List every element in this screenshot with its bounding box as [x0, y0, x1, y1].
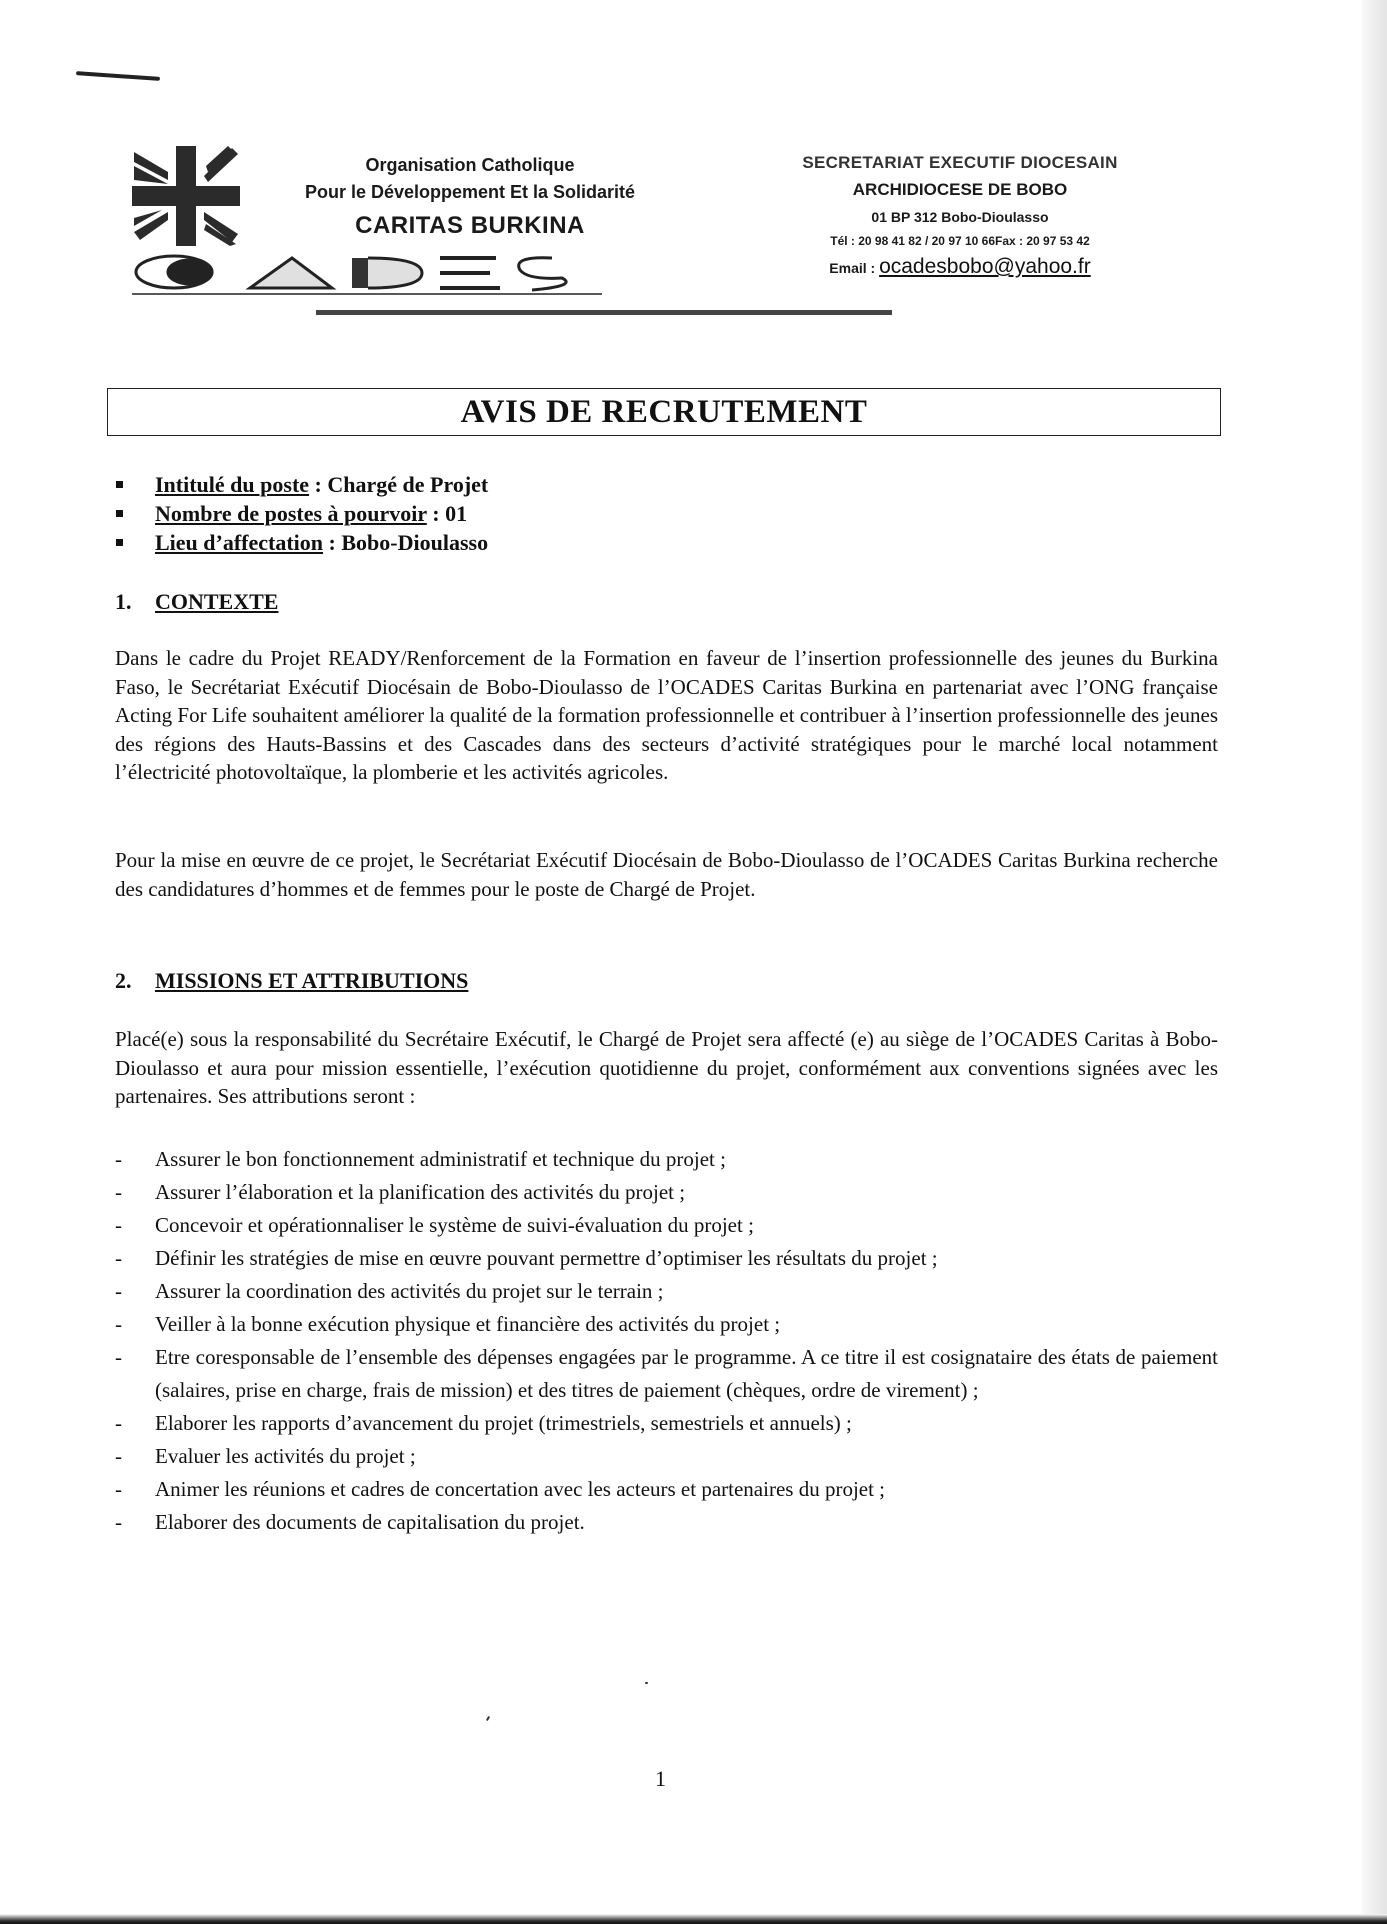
- email-row: [760, 252, 1160, 283]
- section-title: CONTEXTE: [155, 589, 279, 614]
- title-box: [107, 388, 1221, 436]
- job-value: : Bobo-Dioulasso: [323, 530, 489, 555]
- list-item: [115, 1440, 1218, 1473]
- job-summary-list: [115, 470, 488, 557]
- list-item: [115, 1275, 1218, 1308]
- job-label: Nombre de postes à pourvoir: [155, 501, 427, 526]
- dash-bullet: -: [115, 1477, 122, 1501]
- dash-bullet: -: [115, 1312, 122, 1336]
- square-bullet-icon: [116, 510, 123, 517]
- page-edge-shadow: [1361, 0, 1387, 1924]
- organisation-block: [255, 152, 685, 246]
- duty-text: Animer les réunions et cadres de concertation avec les acteurs et partenaires du projet ;: [155, 1477, 886, 1501]
- secretariat-title: SECRETARIAT EXECUTIF DIOCESAIN: [802, 153, 1118, 172]
- list-item: [115, 1473, 1218, 1506]
- list-item: [115, 1176, 1218, 1209]
- dash-bullet: -: [115, 1147, 122, 1171]
- secretariat-block: [760, 150, 1160, 283]
- section-heading-missions: [115, 967, 468, 995]
- list-item: [115, 1143, 1218, 1176]
- dash-bullet: -: [115, 1510, 122, 1534]
- email-link[interactable]: ocadesbobo@yahoo.fr: [879, 255, 1091, 278]
- ocades-wordmark: [132, 256, 602, 294]
- duty-text: Elaborer des documents de capitalisation du projet.: [155, 1510, 585, 1534]
- dash-bullet: -: [115, 1246, 122, 1270]
- list-item: [115, 1407, 1218, 1440]
- page-number: 1: [655, 1766, 666, 1791]
- archdiocese-name: ARCHIDIOCESE DE BOBO: [852, 180, 1068, 199]
- scan-speck: [486, 1716, 490, 1721]
- square-bullet-icon: [116, 539, 123, 546]
- org-name-caritas: CARITAS BURKINA: [355, 212, 585, 239]
- scan-speck: [645, 1682, 648, 1684]
- contexte-paragraph-1: Dans le cadre du Projet READY/Renforcement de la Formation en faveur de l’insertion professionnelle des jeunes du Burkina Faso, le Secrétariat Exécutif Diocésain de Bobo-Dioulasso de l’OCADES Caritas Burkina en partenariat avec l’ONG française Acting For Life souhaitent améliorer la qualité de la formation professionnelle et contribuer à l’insertion professionnelle des jeunes des régions des Hauts-Bassins et des Cascades dans des secteurs d’activité stratégiques pour le marché local notamment l’électricité photovoltaïque, la plomberie et les activités agricoles.: [115, 646, 1218, 784]
- section-heading-contexte: [115, 588, 278, 616]
- postal-address: 01 BP 312 Bobo-Dioulasso: [871, 209, 1049, 225]
- job-value: : 01: [426, 501, 468, 526]
- duty-text: Assurer le bon fonctionnement administratif et technique du projet ;: [155, 1147, 726, 1171]
- dash-bullet: -: [115, 1444, 122, 1468]
- section-number: 2.: [115, 968, 132, 993]
- scan-mark: [76, 71, 160, 81]
- list-item: [115, 528, 488, 557]
- dash-bullet: -: [115, 1279, 122, 1303]
- duty-text: Définir les stratégies de mise en œuvre pouvant permettre d’optimiser les résultats du projet ;: [155, 1246, 938, 1270]
- page-bottom-edge: [0, 1914, 1387, 1924]
- dash-bullet: -: [115, 1411, 122, 1435]
- email-label: Email :: [829, 260, 876, 276]
- duty-text: Assurer l’élaboration et la planification des activités du projet ;: [155, 1180, 686, 1204]
- org-name-line2: Pour le Développement Et la Solidarité: [304, 182, 636, 202]
- missions-paragraph: Placé(e) sous la responsabilité du Secrétaire Exécutif, le Chargé de Projet sera affecté (e) au siège de l’OCADES Caritas à Bobo-Dioulasso et aura pour mission essentielle, l’exécution quotidienne du projet, conformément aux conventions signées avec les partenaires. Ses attributions seront :: [115, 1027, 1218, 1108]
- list-item: [115, 1242, 1218, 1275]
- duties-list: [115, 1143, 1218, 1539]
- job-label: Intitulé du poste: [155, 472, 310, 497]
- duty-text: Concevoir et opérationnaliser le système de suivi-évaluation du projet ;: [155, 1213, 754, 1237]
- duty-text: Veiller à la bonne exécution physique et financière des activités du projet ;: [155, 1312, 781, 1336]
- section-number: 1.: [115, 589, 132, 614]
- contexte-paragraph-2: Pour la mise en œuvre de ce projet, le Secrétariat Exécutif Diocésain de Bobo-Dioulasso de l’OCADES Caritas Burkina recherche des candidatures d’hommes et de femmes pour le poste de Chargé de Projet.: [115, 848, 1218, 901]
- dash-bullet: -: [115, 1180, 122, 1204]
- square-bullet-icon: [116, 481, 123, 488]
- page-title: AVIS DE RECRUTEMENT: [460, 394, 868, 430]
- duty-text: Etre coresponsable de l’ensemble des dépenses engagées par le programme. A ce titre il est cosignataire des états de paiement (salaires, prise en charge, frais de mission) et des titres de paiement (chèques, ordre de virement) ;: [155, 1345, 1218, 1402]
- duty-text: Elaborer les rapports d’avancement du projet (trimestriels, semestriels et annuels) ;: [155, 1411, 852, 1435]
- duty-text: Assurer la coordination des activités du projet sur le terrain ;: [155, 1279, 664, 1303]
- caritas-cross-icon: [132, 146, 240, 246]
- org-name-line1: Organisation Catholique: [365, 155, 575, 175]
- list-item: [115, 1308, 1218, 1341]
- list-item: [115, 470, 488, 499]
- list-item: [115, 1209, 1218, 1242]
- dash-bullet: -: [115, 1213, 122, 1237]
- job-label: Lieu d’affectation: [155, 530, 324, 555]
- dash-bullet: -: [115, 1345, 122, 1369]
- list-item: [115, 1506, 1218, 1539]
- job-value: : Chargé de Projet: [309, 472, 489, 497]
- phone-fax: Tél : 20 98 41 82 / 20 97 10 66Fax : 20 97 53 42: [830, 234, 1090, 248]
- section-title: MISSIONS ET ATTRIBUTIONS: [155, 968, 469, 993]
- list-item: [115, 1341, 1218, 1407]
- header-divider: [316, 310, 892, 315]
- list-item: [115, 499, 488, 528]
- duty-text: Evaluer les activités du projet ;: [155, 1444, 416, 1468]
